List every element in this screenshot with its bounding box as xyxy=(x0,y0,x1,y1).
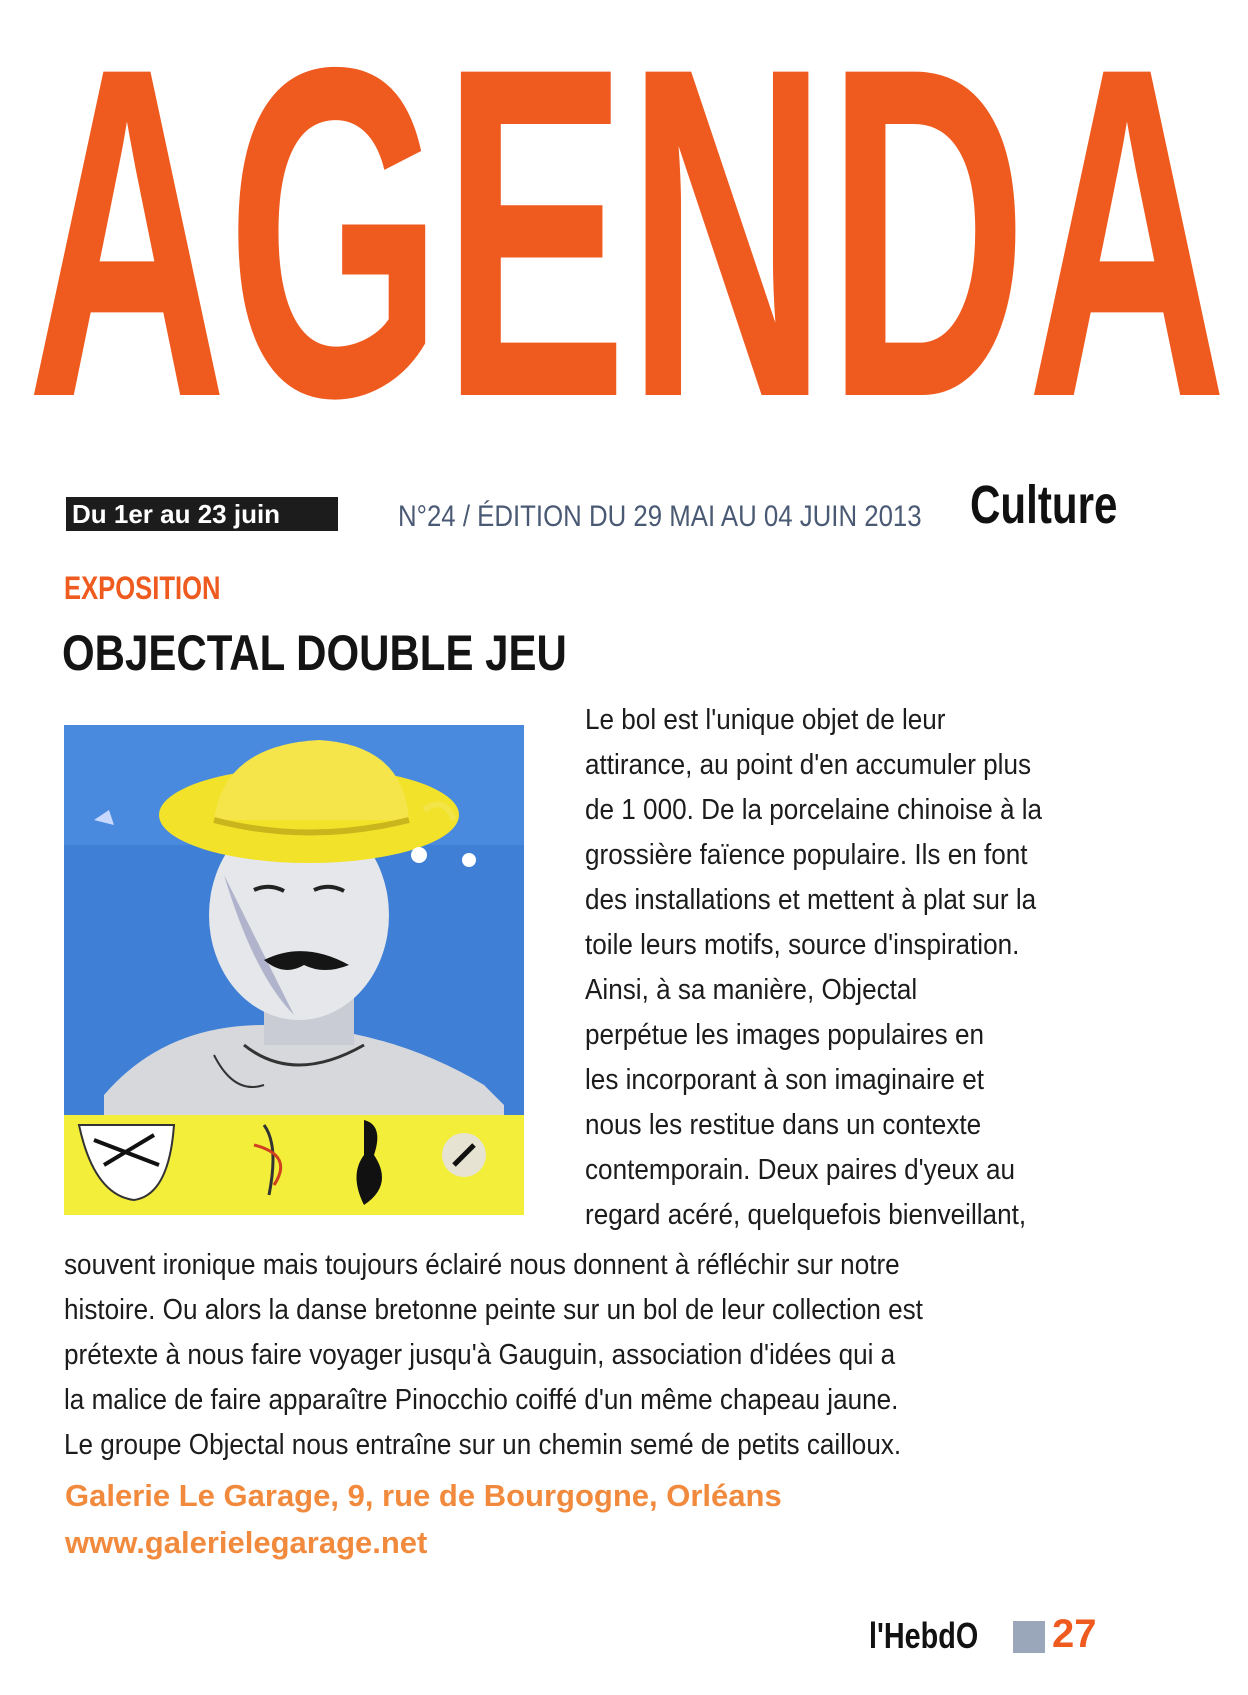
masthead-title xyxy=(22,0,1232,440)
body-line: regard acéré, quelquefois bienveillant, xyxy=(585,1199,1027,1231)
body-line: Ainsi, à sa manière, Objectal xyxy=(585,974,918,1006)
body-line: souvent ironique mais toujours éclairé nous donnent à réfléchir sur notre xyxy=(64,1249,900,1281)
footer-brand: l'HebdO xyxy=(869,1615,979,1656)
page-number: 27 xyxy=(1052,1612,1097,1656)
masthead-title-text: AGENDA xyxy=(27,0,1227,440)
article-kicker: EXPOSITION xyxy=(64,570,221,606)
body-line: prétexte à nous faire voyager jusqu'à Gauguin, association d'idées qui a xyxy=(64,1339,896,1371)
date-badge: Du 1er au 23 juin xyxy=(66,497,338,531)
section-label: Culture xyxy=(970,475,1118,535)
body-line: Le bol est l'unique objet de leur xyxy=(585,704,946,736)
edition-line: N°24 / ÉDITION DU 29 MAI AU 04 JUIN 2013 xyxy=(398,500,922,533)
body-line: perpétue les images populaires en xyxy=(585,1019,985,1051)
body-line: des installations et mettent à plat sur la xyxy=(585,884,1037,916)
body-line: contemporain. Deux paires d'yeux au xyxy=(585,1154,1016,1186)
artwork-image xyxy=(64,725,524,1215)
article-headline: OBJECTAL DOUBLE JEU xyxy=(62,625,567,681)
body-line: les incorporant à son imaginaire et xyxy=(585,1064,984,1096)
body-line: histoire. Ou alors la danse bretonne peinte sur un bol de leur collection est xyxy=(64,1294,923,1326)
body-line: grossière faïence populaire. Ils en font xyxy=(585,839,1028,871)
body-line: Le groupe Objectal nous entraîne sur un chemin semé de petits cailloux. xyxy=(64,1429,902,1461)
footer-square-icon xyxy=(1013,1621,1045,1653)
body-line: la malice de faire apparaître Pinocchio coiffé d'un même chapeau jaune. xyxy=(64,1384,899,1416)
body-line: toile leurs motifs, source d'inspiration. xyxy=(585,929,1020,961)
website-link[interactable]: www.galerielegarage.net xyxy=(65,1525,428,1560)
venue-address: Galerie Le Garage, 9, rue de Bourgogne, Orléans xyxy=(65,1478,782,1513)
body-line: de 1 000. De la porcelaine chinoise à la xyxy=(585,794,1043,826)
body-line: nous les restitue dans un contexte xyxy=(585,1109,982,1141)
body-line: attirance, au point d'en accumuler plus xyxy=(585,749,1032,781)
